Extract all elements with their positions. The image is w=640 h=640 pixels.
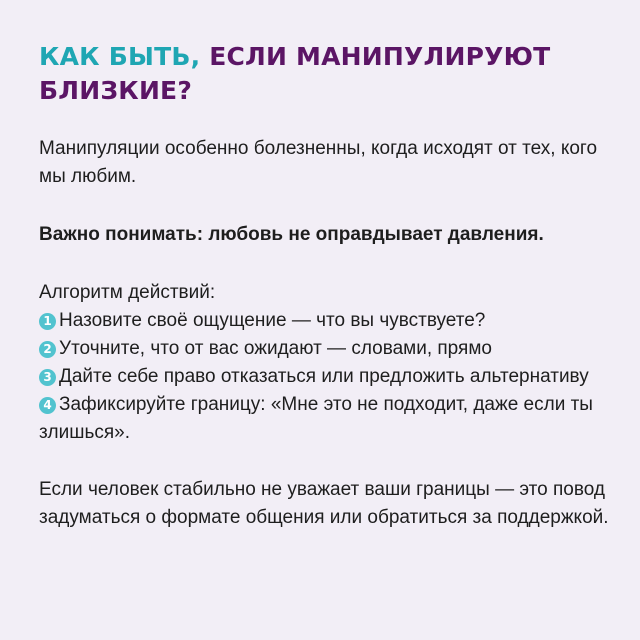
step-number-1-icon: 1	[39, 313, 56, 330]
title-accent: КАК БЫТЬ,	[39, 42, 201, 71]
step-item-1	[39, 307, 609, 335]
algorithm-title: Алгоритм действий:	[39, 282, 216, 303]
step-item-4	[39, 391, 609, 447]
intro-paragraph: Манипуляции особенно болезненны, когда исходят от тех, кого мы любим.	[39, 138, 598, 187]
step-number-4-icon: 4	[39, 397, 56, 414]
outro-paragraph: Если человек стабильно не уважает ваши границы — это повод задуматься о формате общения или обратиться за поддержкой.	[39, 479, 609, 528]
steps-list	[39, 307, 609, 447]
step-item-2	[39, 335, 609, 363]
step-item-3	[39, 363, 609, 391]
step-number-2-icon: 2	[39, 341, 56, 358]
step-text-4: Зафиксируйте границу: «Мне это не подходит, даже если ты злишься».	[39, 394, 593, 443]
content-card	[39, 40, 609, 532]
title-main: ЕСЛИ МАНИПУЛИРУЮТ БЛИЗКИЕ?	[39, 42, 551, 105]
step-text-2: Уточните, что от вас ожидают — словами, прямо	[59, 338, 492, 359]
step-text-3: Дайте себе право отказаться или предложить альтернативу	[59, 366, 589, 387]
emphasis-paragraph: Важно понимать: любовь не оправдывает давления.	[39, 224, 544, 245]
page-title	[39, 40, 609, 108]
step-number-3-icon: 3	[39, 369, 56, 386]
step-text-1: Назовите своё ощущение — что вы чувствуете?	[59, 310, 486, 331]
